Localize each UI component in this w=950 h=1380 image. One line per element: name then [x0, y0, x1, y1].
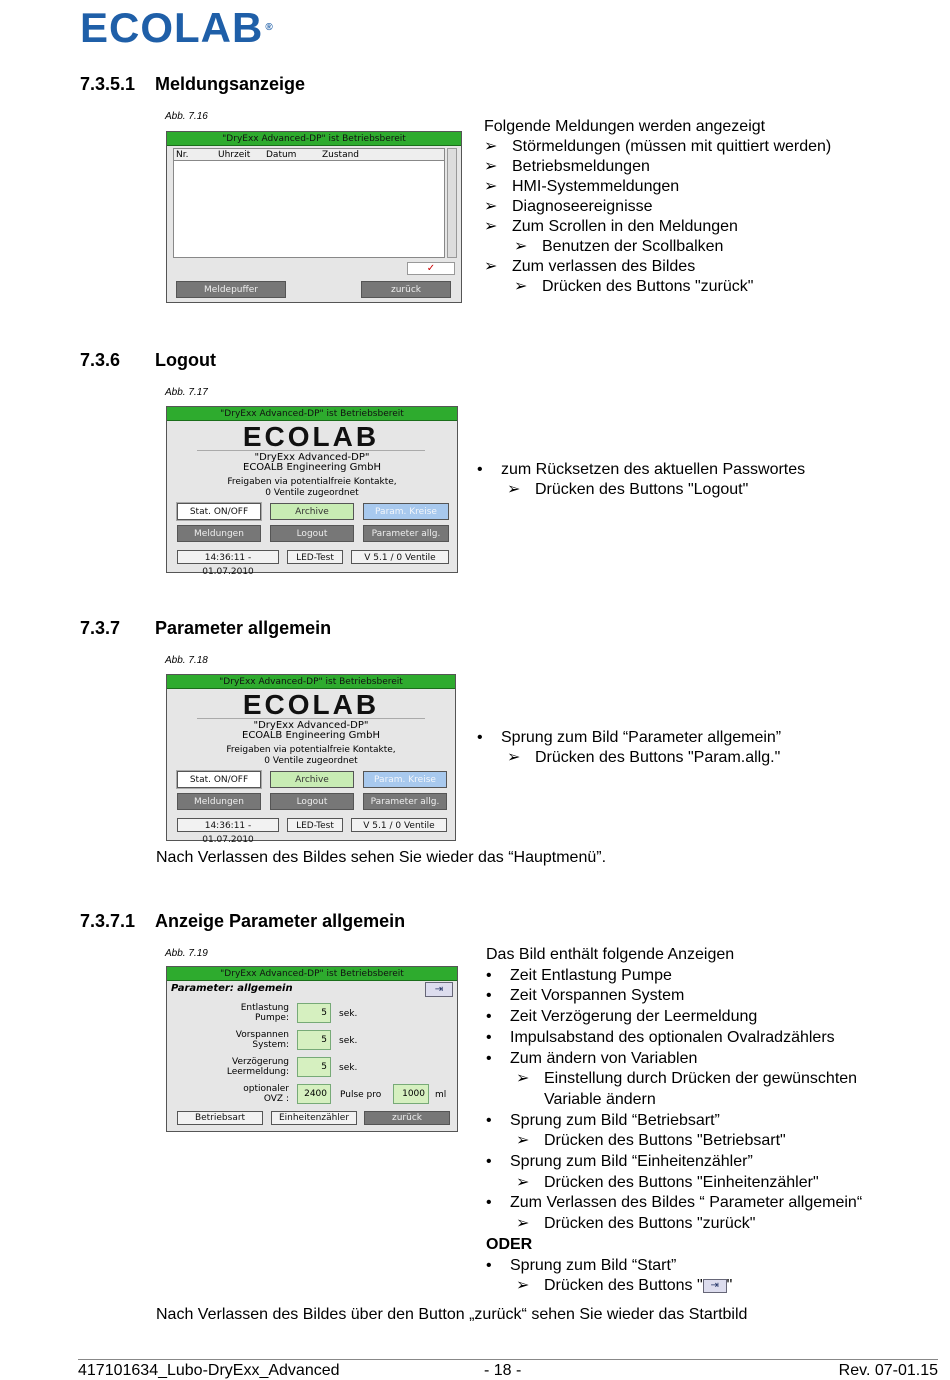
clock-display: 14:36:11 - 01.07.2010	[177, 818, 279, 832]
arrow-bullet-icon: ➢	[516, 1173, 530, 1191]
text-line: Störmeldungen (müssen mit quittiert werden)	[512, 138, 832, 155]
main-menu-screen	[166, 674, 456, 845]
screen-title: "DryExx Advanced-DP" ist Betriebsbereit	[167, 132, 461, 146]
product-name: "DryExx Advanced-DP"	[254, 452, 370, 463]
text-line: Drücken des Buttons "Einheitenzähler"	[544, 1173, 819, 1191]
meldungen-button[interactable]: Meldungen	[177, 525, 261, 542]
text-line: "	[726, 1277, 733, 1295]
text-line: Zum verlassen des Bildes	[512, 258, 696, 275]
unit-label: Pulse pro	[340, 1090, 382, 1100]
acknowledge-button[interactable]: ✓	[407, 262, 455, 275]
figure-caption: Abb. 7.16	[165, 111, 208, 122]
figure-caption: Abb. 7.19	[165, 948, 208, 959]
param-kreise-button[interactable]: Param. Kreise	[363, 503, 449, 520]
section-heading: 7.3.7 Parameter allgemein	[80, 618, 332, 638]
logout-button[interactable]: Logout	[270, 793, 354, 810]
bullet-icon: •	[477, 729, 483, 746]
ovz-volume-field[interactable]: 1000	[393, 1084, 429, 1104]
parameter-allg-button[interactable]: Parameter allg.	[363, 793, 447, 810]
text-line: Variable ändern	[544, 1090, 656, 1108]
text-line: Benutzen der Scollbalken	[542, 238, 724, 255]
section-heading: 7.3.5.1 Meldungsanzeige	[80, 74, 306, 94]
arrow-bullet-icon: ➢	[484, 158, 498, 175]
note-text: Nach Verlassen des Bildes sehen Sie wieder das “Hauptmenü”.	[156, 849, 607, 866]
text-block-4	[486, 945, 862, 1297]
arrow-bullet-icon: ➢	[516, 1277, 530, 1295]
parameter-allg-button[interactable]: Parameter allg.	[363, 525, 449, 542]
scrollbar[interactable]	[447, 148, 457, 258]
einheitenzaehler-button[interactable]: Einheitenzähler	[271, 1111, 357, 1125]
page-number: - 18 -	[484, 1362, 522, 1379]
arrow-bullet-icon: ➢	[516, 1132, 530, 1150]
text-line: Sprung zum Bild “Betriebsart”	[510, 1111, 720, 1129]
product-name: "DryExx Advanced-DP"	[253, 720, 369, 731]
empty-delay-field[interactable]: 5	[297, 1057, 331, 1077]
version-display: V 5.1 / 0 Ventile	[351, 818, 447, 832]
unit-label: sek.	[339, 1036, 358, 1046]
screen-title: "DryExx Advanced-DP" ist Betriebsbereit	[167, 407, 457, 421]
text-line: Einstellung durch Drücken der gewünschten	[544, 1070, 858, 1088]
document-id: 417101634_Lubo-DryExx_Advanced	[78, 1362, 340, 1379]
release-info: Freigaben via potentialfreie Kontakte,	[227, 477, 397, 487]
screen-title: "DryExx Advanced-DP" ist Betriebsbereit	[167, 967, 457, 981]
arrow-bullet-icon: ➢	[484, 198, 498, 215]
arrow-bullet-icon: ➢	[484, 258, 498, 275]
start-screen-icon[interactable]: ⇥	[425, 982, 453, 997]
text-block-3	[477, 728, 781, 768]
text-line: Drücken des Buttons "zurück"	[542, 278, 754, 295]
col-date: Datum	[266, 150, 297, 160]
betriebsart-button[interactable]: Betriebsart	[177, 1111, 263, 1125]
arrow-bullet-icon: ➢	[514, 278, 528, 295]
start-screen-icon: ⇥	[703, 1279, 727, 1293]
bullet-icon: •	[486, 1256, 492, 1274]
arrow-bullet-icon: ➢	[484, 178, 498, 195]
bullet-icon: •	[486, 1008, 492, 1026]
unit-label: sek.	[339, 1009, 358, 1019]
led-test-button[interactable]: LED-Test	[287, 550, 343, 564]
arrow-bullet-icon: ➢	[507, 481, 521, 498]
meldungen-button[interactable]: Meldungen	[177, 793, 261, 810]
text-line: Drücken des Buttons "	[544, 1277, 703, 1295]
logout-button[interactable]: Logout	[270, 525, 354, 542]
text-block-2	[477, 460, 805, 500]
archive-button[interactable]: Archive	[270, 771, 354, 788]
version-display: V 5.1 / 0 Ventile	[351, 550, 449, 564]
bullet-icon: •	[486, 1028, 492, 1046]
release-info: Freigaben via potentialfreie Kontakte,	[226, 745, 396, 755]
back-button[interactable]: zurück	[361, 281, 451, 298]
param-kreise-button[interactable]: Param. Kreise	[363, 771, 447, 788]
field-label: Verzögerung Leermeldung:	[226, 1057, 289, 1077]
screen-header: Parameter: allgemein	[171, 983, 293, 994]
arrow-bullet-icon: ➢	[514, 238, 528, 255]
text-block-1	[484, 117, 831, 297]
valve-info: 0 Ventile zugeordnet	[265, 488, 359, 498]
bullet-icon: •	[477, 461, 483, 478]
text-line: Drücken des Buttons "zurück"	[544, 1215, 756, 1233]
text-line: Sprung zum Bild “Parameter allgemein”	[501, 729, 782, 746]
ecolab-screen-logo: ECOLAB	[197, 691, 425, 719]
ecolab-logo: ECOLAB ®	[80, 4, 274, 51]
field-label: Entlastung Pumpe:	[240, 1003, 289, 1023]
page-footer	[78, 1359, 938, 1380]
led-test-button[interactable]: LED-Test	[287, 818, 343, 832]
text-line: Folgende Meldungen werden angezeigt	[484, 118, 766, 135]
text-line: Zeit Entlastung Pumpe	[510, 966, 672, 984]
screen-title: "DryExx Advanced-DP" ist Betriebsbereit	[167, 675, 455, 689]
text-line: Zeit Vorspannen System	[510, 987, 685, 1005]
text-line: ODER	[486, 1235, 533, 1253]
text-line: Impulsabstand des optionalen Ovalradzählers	[510, 1028, 835, 1046]
figure-caption: Abb. 7.18	[165, 655, 208, 666]
arrow-bullet-icon: ➢	[507, 749, 521, 766]
stat-on-off-button[interactable]: Stat. ON/OFF	[177, 503, 261, 520]
col-time: Uhrzeit	[218, 150, 251, 160]
text-line: HMI-Systemmeldungen	[512, 178, 680, 195]
field-label: optionaler OVZ :	[243, 1084, 289, 1104]
ovz-pulse-field[interactable]: 2400	[297, 1084, 331, 1104]
stat-on-off-button[interactable]: Stat. ON/OFF	[177, 771, 261, 788]
note-text: Nach Verlassen des Bildes über den Button „zurück“ sehen Sie wieder das Startbild	[156, 1306, 748, 1323]
arrow-bullet-icon: ➢	[516, 1215, 530, 1233]
parameter-screen	[166, 966, 458, 1132]
text-line: zum Rücksetzen des aktuellen Passwortes	[501, 461, 806, 478]
unit-label: sek.	[339, 1063, 358, 1073]
relief-pump-field[interactable]: 5	[297, 1003, 331, 1023]
ecolab-screen-logo: ECOLAB	[197, 423, 425, 451]
text-line: Zum Scrollen in den Meldungen	[512, 218, 738, 235]
arrow-bullet-icon: ➢	[484, 218, 498, 235]
text-line: Drücken des Buttons "Param.allg."	[535, 749, 781, 766]
company-name: ECOALB Engineering GmbH	[242, 730, 380, 741]
pretension-field[interactable]: 5	[297, 1030, 331, 1050]
company-name: ECOALB Engineering GmbH	[243, 462, 381, 473]
figure-caption: Abb. 7.17	[165, 387, 208, 398]
bullet-icon: •	[486, 1194, 492, 1212]
bullet-icon: •	[486, 1049, 492, 1067]
text-line: Zum ändern von Variablen	[510, 1049, 698, 1067]
section-heading: 7.3.7.1 Anzeige Parameter allgemein	[80, 911, 406, 931]
arrow-bullet-icon: ➢	[484, 138, 498, 155]
col-nr: Nr.	[176, 150, 189, 160]
arrow-bullet-icon: ➢	[516, 1070, 530, 1088]
valve-info: 0 Ventile zugeordnet	[264, 756, 358, 766]
text-line: Drücken des Buttons "Logout"	[535, 481, 749, 498]
revision: Rev. 07-01.15	[838, 1362, 938, 1379]
messages-screen	[166, 131, 462, 303]
archive-button[interactable]: Archive	[270, 503, 354, 520]
text-line: Betriebsmeldungen	[512, 158, 650, 175]
section-heading: 7.3.6 Logout	[80, 350, 216, 370]
bullet-icon: •	[486, 1111, 492, 1129]
text-line: Sprung zum Bild “Einheitenzähler”	[510, 1153, 753, 1171]
text-line: Diagnoseereignisse	[512, 198, 653, 215]
field-label: Vorspannen System:	[235, 1030, 289, 1050]
text-line: Zeit Verzögerung der Leermeldung	[510, 1008, 758, 1026]
main-menu-screen	[166, 406, 458, 577]
text-line: Zum Verlassen des Bildes “ Parameter allgemein“	[510, 1194, 863, 1212]
messages-table[interactable]	[173, 148, 445, 258]
col-state: Zustand	[322, 150, 360, 160]
bullet-icon: •	[486, 987, 492, 1005]
clock-display: 14:36:11 - 01.07.2010	[177, 550, 279, 564]
text-line: Das Bild enthält folgende Anzeigen	[486, 946, 735, 963]
bullet-icon: •	[486, 1153, 492, 1171]
meldepuffer-button[interactable]: Meldepuffer	[176, 281, 286, 298]
back-button[interactable]: zurück	[364, 1111, 450, 1125]
text-line: Drücken des Buttons "Betriebsart"	[544, 1132, 786, 1150]
unit-label: ml	[435, 1090, 447, 1100]
text-line: Sprung zum Bild “Start”	[510, 1256, 677, 1274]
bullet-icon: •	[486, 966, 492, 984]
